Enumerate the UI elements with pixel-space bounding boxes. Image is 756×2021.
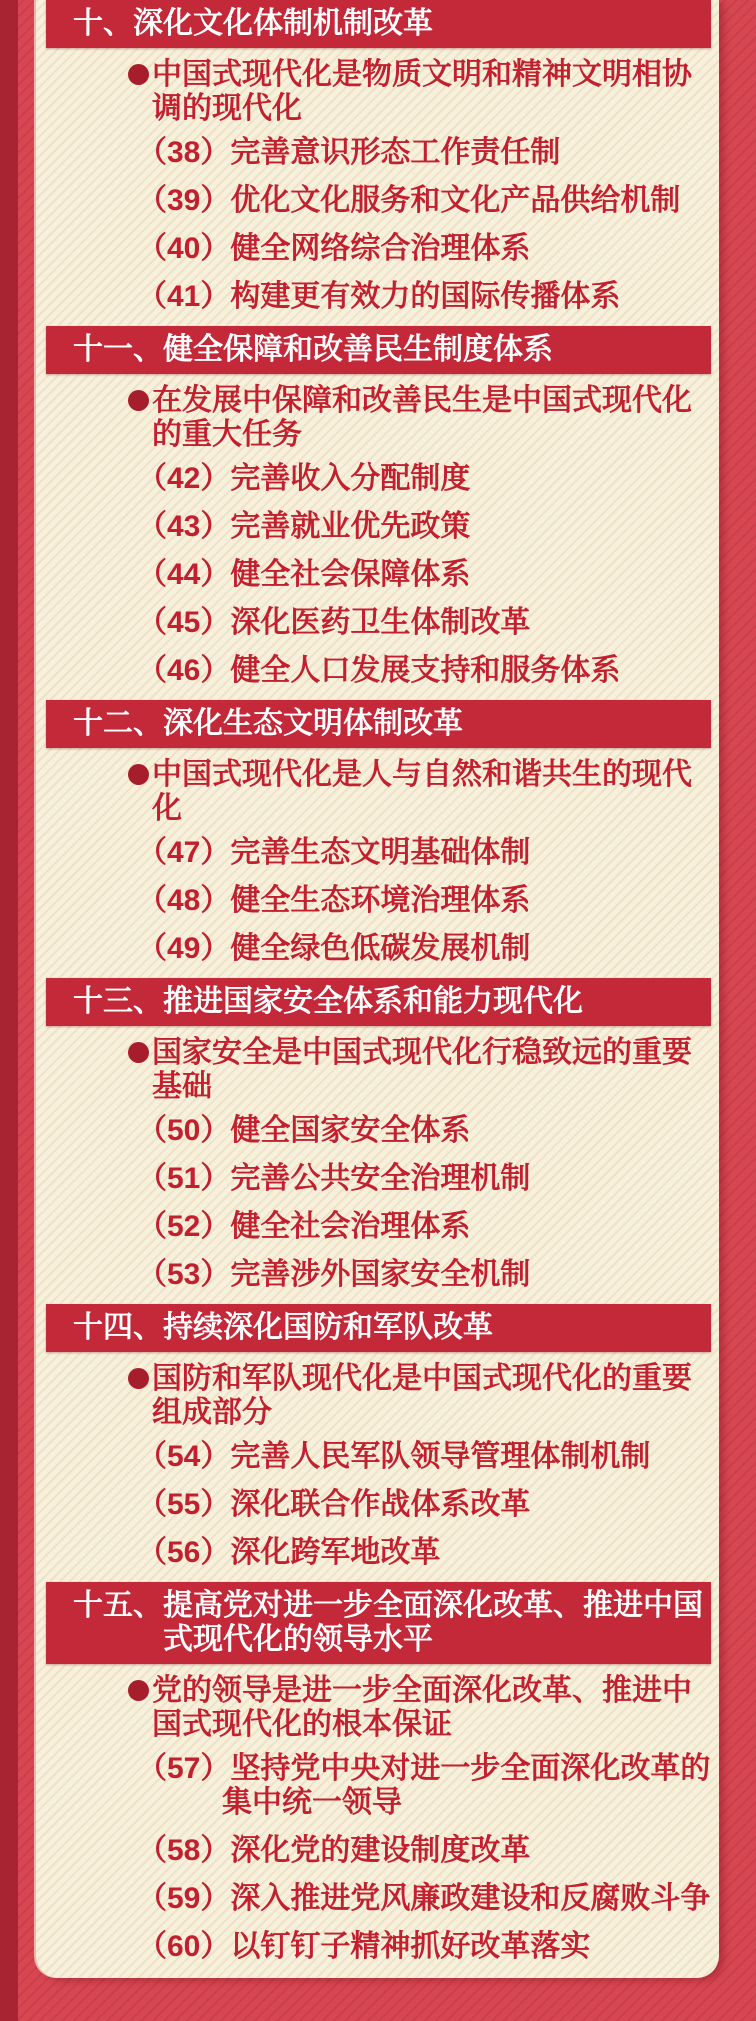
section-11-banner [46,326,711,374]
list-item: （43）完善就业优先政策 [137,510,471,543]
section-12-banner [46,700,711,748]
section-13 [36,978,719,1292]
list-item: （50）健全国家安全体系 [137,1114,471,1147]
section-14-bullet-text: 国防和军队现代化是中国式现代化的重要组成部分 [152,1362,692,1429]
section-10-bullet-text: 中国式现代化是物质文明和精神文明相协调的现代化 [152,58,692,125]
section-10-bullet [128,58,712,126]
section-15-item-list [137,1752,727,1964]
section-11-item-list [137,462,727,688]
list-item: （55）深化联合作战体系改革 [137,1488,531,1521]
list-item: （58）深化党的建设制度改革 [137,1834,531,1867]
list-item: （47）完善生态文明基础体制 [137,836,531,869]
section-10-title: 十、深化文化体制机制改革 [73,7,433,40]
bullet-dot-icon [128,1680,149,1701]
section-12 [36,700,719,966]
list-item: （54）完善人民军队领导管理体制机制 [137,1440,651,1473]
section-15 [36,1582,719,1964]
section-15-bullet-text: 党的领导是进一步全面深化改革、推进中国式现代化的根本保证 [152,1674,692,1741]
section-10-banner [46,0,711,48]
list-item: （49）健全绿色低碳发展机制 [137,932,531,965]
bullet-dot-icon [128,1042,149,1063]
list-item: （59）深入推进党风廉政建设和反腐败斗争 [137,1882,711,1915]
list-item: （51）完善公共安全治理机制 [137,1162,531,1195]
section-11 [36,326,719,688]
list-item: （52）健全社会治理体系 [137,1210,471,1243]
section-14-bullet [128,1362,712,1430]
list-item: （60）以钉钉子精神抓好改革落实 [137,1930,591,1963]
list-item: （45）深化医药卫生体制改革 [137,606,531,639]
list-item: （48）健全生态环境治理体系 [137,884,531,917]
section-13-banner [46,978,711,1026]
section-14-banner [46,1304,711,1352]
section-10 [36,0,719,314]
list-item: （39）优化文化服务和文化产品供给机制 [137,184,681,217]
section-11-bullet-text: 在发展中保障和改善民生是中国式现代化的重大任务 [152,384,692,451]
section-14-title: 十四、持续深化国防和军队改革 [73,1311,493,1344]
list-item: （53）完善涉外国家安全机制 [137,1258,531,1291]
section-13-bullet-text: 国家安全是中国式现代化行稳致远的重要基础 [152,1036,692,1103]
left-border-strip [0,0,18,2021]
list-item: （42）完善收入分配制度 [137,462,471,495]
list-item: （41）构建更有效力的国际传播体系 [137,280,621,313]
section-12-bullet [128,758,712,826]
bullet-dot-icon [128,64,149,85]
section-12-bullet-text: 中国式现代化是人与自然和谐共生的现代化 [152,758,692,825]
section-14-item-list [137,1440,727,1570]
list-item: （57）坚持党中央对进一步全面深化改革的集中统一领导 [137,1752,711,1819]
section-15-bullet [128,1674,712,1742]
list-item: （38）完善意识形态工作责任制 [137,136,561,169]
bullet-dot-icon [128,1368,149,1389]
bullet-dot-icon [128,764,149,785]
section-13-title: 十三、推进国家安全体系和能力现代化 [73,985,583,1018]
section-13-bullet [128,1036,712,1104]
section-10-item-list [137,136,727,314]
list-item: （56）深化跨军地改革 [137,1536,441,1569]
bullet-dot-icon [128,390,149,411]
section-11-bullet [128,384,712,452]
section-12-title: 十二、深化生态文明体制改革 [73,707,463,740]
section-13-item-list [137,1114,727,1292]
section-15-title: 十五、提高党对进一步全面深化改革、推进中国式现代化的领导水平 [73,1589,703,1656]
section-15-banner [46,1582,711,1664]
content-panel [36,0,719,1978]
section-14 [36,1304,719,1570]
list-item: （46）健全人口发展支持和服务体系 [137,654,621,687]
list-item: （44）健全社会保障体系 [137,558,471,591]
section-12-item-list [137,836,727,966]
section-11-title: 十一、健全保障和改善民生制度体系 [73,333,553,366]
list-item: （40）健全网络综合治理体系 [137,232,531,265]
